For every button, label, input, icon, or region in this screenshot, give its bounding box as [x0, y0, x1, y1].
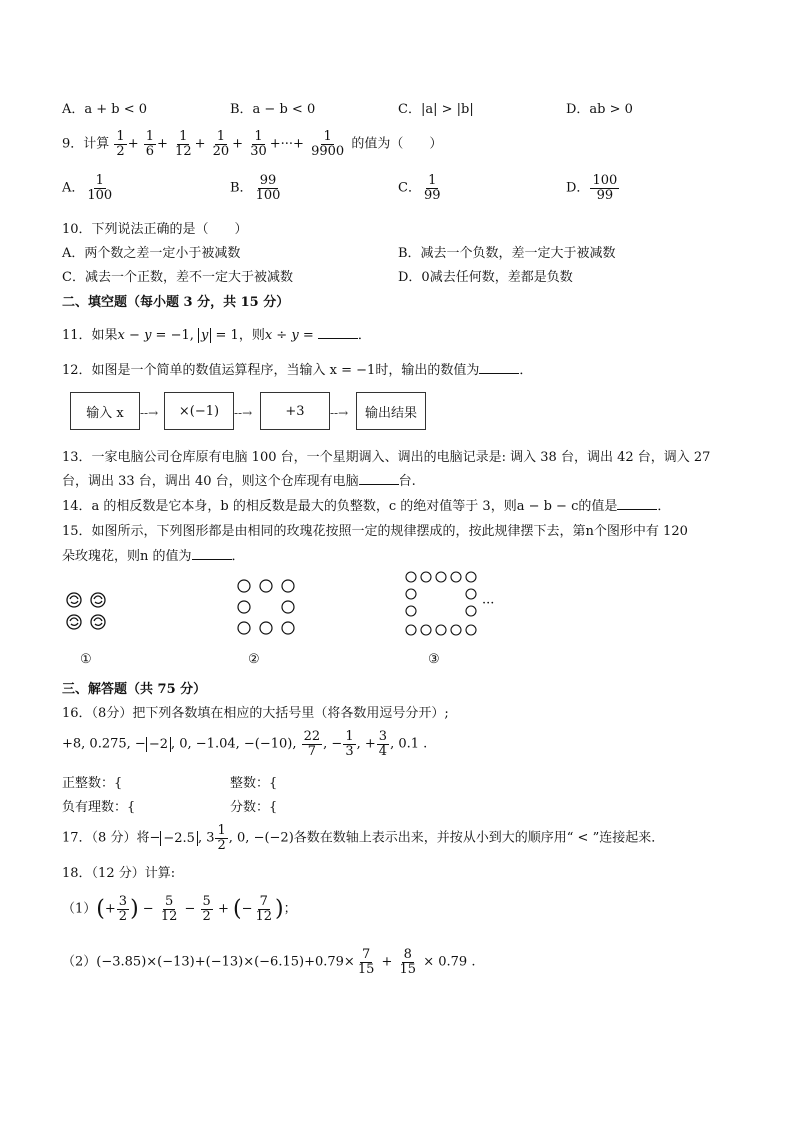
figure-label-3: ③ [428, 652, 440, 667]
rose-figure-3 [404, 570, 478, 640]
q10-option-b: B．减去一个负数，差一定大于被减数 [398, 246, 616, 261]
rose-figure-1 [64, 590, 114, 636]
q10-option-d: D．0减去任何数，差都是负数 [398, 270, 573, 285]
q9-prefix: 9．计算 [62, 136, 110, 152]
q8-option-a-text: A．a + b < 0 [62, 102, 148, 117]
q9-suffix: 的值为（ ） [351, 136, 443, 152]
flow-arrow-3: --→ [330, 406, 349, 420]
q17: 17．（8 分）将− −2.5 , 3 $\frac{1}{2}$ , 0, −(−2)各数在数轴上表示出来，并按从小到大的顺序用“ < ”连接起来． [62, 823, 665, 853]
rose-icon [91, 593, 105, 607]
q9-option-d: D． $\frac{100}{99}$ [566, 173, 618, 203]
q9-term-1: $\frac{1}{2}$ [116, 129, 125, 159]
q16-positive-integers: 正整数：{ [62, 776, 123, 791]
q15-line2: 朵玫瑰花，则n 的值为 ． [62, 549, 245, 564]
figure-ellipsis: ··· [482, 596, 495, 611]
figure-label-1: ① [80, 652, 92, 667]
q9-term-4: $\frac{1}{20}$ [212, 129, 230, 159]
flow-input-box: 输入 x [70, 392, 140, 430]
figure-label-2: ② [248, 652, 260, 667]
q13-line2: 台，调出 33 台，调出 40 台，则这个仓库现有电脑 台. [62, 474, 416, 489]
q9-option-a: A． $\frac{1}{100}$ [62, 173, 113, 203]
q9-stem: 9．计算 $\frac{1}{2}$ + $\frac{1}{6}$ + $\frac{1}{12}$ + $\frac{1}{20}$ + $\frac{1}{30}$ +···+ $\frac{1}{9900}$ 的值为（ ） [62, 129, 443, 159]
q18-part-2: （2）(−3.85)×(−13)+(−13)×(−6.15)+0.79× $\frac{7}{15}$ + $\frac{8}{15}$ × 0.79 . [62, 947, 476, 977]
section-2-heading: 二、填空题（每小题 3 分，共 15 分） [62, 295, 290, 310]
q16-stem: 16．（8分）把下列各数填在相应的大括号里（将各数用逗号分开）; [62, 706, 449, 721]
q10-option-a: A．两个数之差一定小于被减数 [62, 246, 241, 261]
q11: 11．如果x − y = −1, y = 1，则x ÷ y = ． [62, 328, 371, 343]
q16-number-list: +8, 0.275, − −2 , 0, −1.04, −(−10), $\frac{22}{7}$ , − $\frac{1}{3}$ , + $\frac{3}{4}$ , 0.1 . [62, 729, 428, 759]
rose-figure-2 [236, 578, 298, 638]
q8-option-b [230, 98, 315, 117]
flow-multiply-box: ×(−1) [164, 392, 234, 430]
q8-option-c [398, 98, 474, 117]
q12: 12．如图是一个简单的数值运算程序，当输入 x = −1时，输出的数值为 ． [62, 363, 533, 378]
q9-term-3: $\frac{1}{12}$ [175, 129, 192, 159]
q16-negative-rationals: 负有理数：{ [62, 800, 136, 815]
flow-arrow-1: --→ [140, 406, 159, 420]
q18-part-1: （1）(+ $\frac{3}{2}$ ) − $\frac{5}{12}$ − $\frac{5}{2}$ + (− $\frac{7}{12}$ )； [62, 894, 297, 924]
q8-option-c-text: C．|a| > |b| [398, 102, 474, 117]
rose-icon [91, 615, 105, 629]
rose-icon [67, 593, 81, 607]
q9-option-c: C． $\frac{1}{99}$ [398, 173, 441, 203]
flow-output-box: 输出结果 [356, 392, 426, 430]
flow-add-box: +3 [260, 392, 330, 430]
q15-line1: 15．如图所示，下列图形都是由相同的玫瑰花按照一定的规律摆成的，按此规律摆下去，第n个图形中有 120 [62, 524, 688, 539]
q9-term-6: $\frac{1}{9900}$ [311, 129, 345, 159]
q14: 14．a 的相反数是它本身，b 的相反数是最大的负整数，c 的绝对值等于 3，则a − b − c的值是 ． [62, 499, 671, 514]
q9-term-5: $\frac{1}{30}$ [250, 129, 267, 159]
q8-option-d-text: D．ab > 0 [566, 102, 633, 117]
q8-option-a [62, 98, 147, 117]
flow-arrow-2: --→ [234, 406, 253, 420]
q8-option-b-text: B．a − b < 0 [230, 102, 316, 117]
q16-integers: 整数：{ [230, 776, 278, 791]
q18-stem: 18．（12 分）计算: [62, 866, 176, 881]
section-3-heading: 三、解答题（共 75 分） [62, 682, 207, 697]
rose-icon [67, 615, 81, 629]
q16-fractions: 分数：{ [230, 800, 278, 815]
q9-option-b: B． $\frac{99}{100}$ [230, 173, 281, 203]
q10-option-c: C．减去一个正数，差不一定大于被减数 [62, 270, 293, 285]
q10-stem: 10．下列说法正确的是（ ） [62, 222, 248, 237]
q13-line1: 13．一家电脑公司仓库原有电脑 100 台，一个星期调入、调出的电脑记录是: 调入 38 台，调出 42 台，调入 27 [62, 450, 711, 465]
q9-term-2: $\frac{1}{6}$ [145, 129, 155, 159]
q8-option-d [566, 98, 633, 117]
